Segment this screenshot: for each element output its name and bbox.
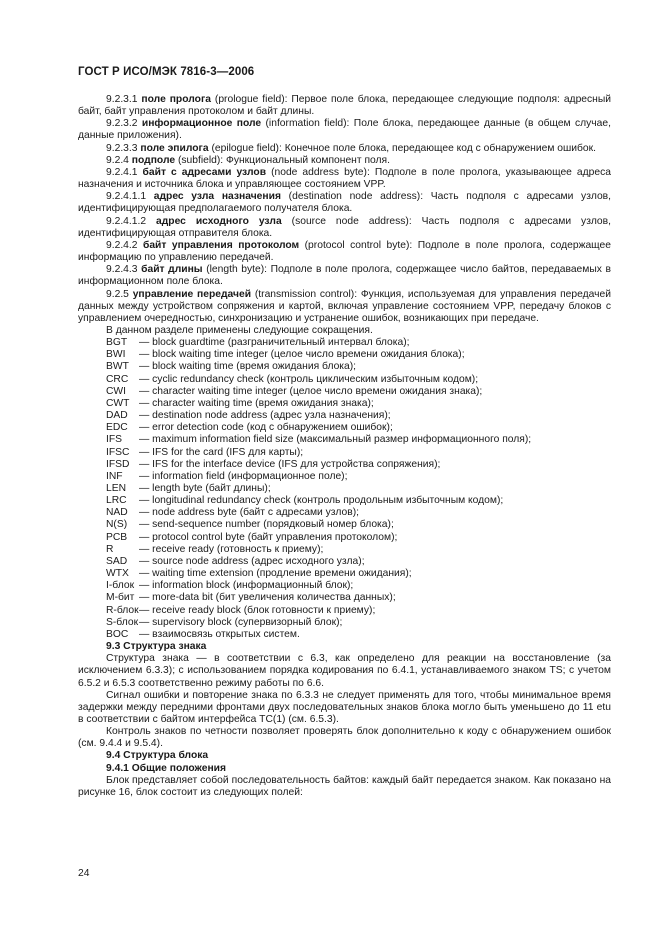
abbreviation-definition: — length byte (байт длины); <box>139 483 271 494</box>
page-body <box>78 94 611 799</box>
definition-text: (destination node address): Часть подполя с адресами узлов, идентифицирующая предполагаемого получателя блока. <box>78 191 611 215</box>
abbreviation-code: CRC <box>106 373 129 385</box>
abbreviation-row <box>106 568 611 580</box>
abbreviation-code: M-бит <box>106 592 135 604</box>
abbreviation-code: NAD <box>106 507 128 519</box>
definition-text: (length byte): Подполе в поле пролога, содержащее число байтов, передаваемых в информационном поле блока. <box>78 264 611 288</box>
abbreviation-row <box>106 532 611 544</box>
definition-term: управление передачей <box>132 288 252 300</box>
abbreviation-definition: — supervisory block (супервизорный блок); <box>139 616 343 628</box>
abbreviation-code: IFS <box>106 434 123 446</box>
definition-number: 9.2.3.3 <box>106 142 138 154</box>
definition-text: (transmission control): Функция, используемая для управления передачей данных между устройством сопряжения и картой, включая управление состоянием VPP, передачу блоков с управлением очередностью, синхронизацию и устранение ошибок, возникающих при передаче. <box>78 288 611 324</box>
abbreviation-row <box>106 617 611 629</box>
abbreviation-definition: — block guardtime (разграничительный интервал блока); <box>139 337 410 349</box>
definition-item <box>78 240 611 264</box>
definition-term: адрес узла назначения <box>153 191 281 203</box>
abbreviation-definition: — longitudinal redundancy check (контроль продольным избыточным кодом); <box>139 495 504 507</box>
definition-term: поле эпилога <box>140 142 209 154</box>
abbreviation-row <box>106 629 611 641</box>
abbreviation-row <box>106 471 611 483</box>
abbreviation-row <box>106 580 611 592</box>
abbreviation-definition: — maximum information field size (максимальный размер информационного поля); <box>139 434 532 446</box>
definition-text: (node address byte): Подполе в поле пролога, указывающее адреса назначения и источника блока и управляющее состоянием VPP. <box>78 166 611 191</box>
abbreviation-row <box>106 495 611 507</box>
abbreviation-code: BWI <box>106 349 126 361</box>
abbreviation-row <box>106 544 611 556</box>
definition-text: (subfield): Функциональный компонент поля. <box>175 154 390 166</box>
abbreviation-code: BGT <box>106 337 128 349</box>
abbreviation-definition: — receive ready block (блок готовности к приему); <box>139 604 376 616</box>
abbreviation-row <box>106 434 611 446</box>
abbreviation-row <box>106 507 611 519</box>
definition-number: 9.2.3.1 <box>106 94 138 105</box>
abbreviation-definition: — cyclic redundancy check (контроль циклическим избыточным кодом); <box>139 373 479 385</box>
abbreviation-definition: — character waiting time integer (целое число времени ожидания знака); <box>139 385 483 397</box>
abbreviation-row <box>106 447 611 459</box>
abbreviation-code: S-блок <box>106 616 139 628</box>
section-9-3-paragraph-2: Сигнал ошибки и повторение знака по 6.3.3 не следует применять для того, чтобы минимальное время задержки между передними фронтами двух последовательных знаков блока могло быть уменьшено до 11 etu в соответствии с байтом интерфейса TC(1) (см. 6.5.3). <box>78 689 611 725</box>
definition-item <box>78 118 611 142</box>
abbreviation-row <box>106 422 611 434</box>
abbreviation-definition: — взаимосвязь открытых систем. <box>139 628 300 640</box>
abbreviation-code: PCB <box>106 531 128 543</box>
abbreviation-code: I-блок <box>106 580 135 592</box>
abbreviation-definition: — IFS for the interface device (IFS для устройства сопряжения); <box>139 458 441 470</box>
abbreviation-row <box>106 337 611 349</box>
definitions-list <box>78 94 611 325</box>
abbreviation-definition: — protocol control byte (байт управления протоколом); <box>139 531 398 543</box>
definition-item <box>78 289 611 325</box>
definition-number: 9.2.3.2 <box>106 118 138 130</box>
definition-number: 9.2.4.1.1 <box>106 191 147 203</box>
abbreviation-definition: — information block (информационный блок); <box>139 580 354 592</box>
definition-text: (prologue field): Первое поле блока, передающее следующие подполя: адресный байт, байт управления протоколом и байт длины. <box>78 94 612 118</box>
section-9-3-paragraph-3: Контроль знаков по четности позволяет проверять блок дополнительно к коду с обнаружением ошибок (см. 9.4.4 и 9.5.4). <box>78 726 611 750</box>
abbreviation-definition: — waiting time extension (продление времени ожидания); <box>139 568 412 580</box>
definition-item <box>78 264 611 288</box>
definition-text: (information field): Поле блока, передающее данные (в общем случае, данные приложения). <box>78 118 611 142</box>
definition-number: 9.2.5 <box>106 288 129 300</box>
abbreviation-definition: — more-data bit (бит увеличения количества данных); <box>139 592 396 604</box>
abbreviations-list <box>78 337 611 641</box>
abbreviation-definition: — node address byte (байт с адресами узлов); <box>139 507 360 519</box>
definition-item <box>78 143 611 155</box>
abbreviation-code: IFSD <box>106 458 130 470</box>
abbreviation-code: EDC <box>106 422 128 434</box>
abbreviation-code: BOC <box>106 628 129 640</box>
abbreviation-row <box>106 519 611 531</box>
definition-term: байт с адресами узлов <box>142 166 267 178</box>
section-9-3-paragraph-1: Структура знака — в соответствии с 6.3, как определено для реакции на восстановление (за исключением 6.3.3); с использованием порядка кодирования по 6.4.1, устанавливаемого знаком TS; с учетом 6.5.2 и 6.5.3 соответственно режиму работы по 6.6. <box>78 653 611 689</box>
section-9-3-heading: 9.3 Структура знака <box>106 641 207 653</box>
abbreviation-row <box>106 398 611 410</box>
definition-item <box>78 155 611 167</box>
abbreviation-code: CWI <box>106 385 127 397</box>
abbreviation-code: LRC <box>106 495 127 507</box>
definition-term: байт длины <box>141 264 203 276</box>
abbreviation-definition: — block waiting time integer (целое число времени ожидания блока); <box>139 349 465 361</box>
definition-number: 9.2.4.1.2 <box>106 215 147 227</box>
definition-term: подполе <box>131 154 176 166</box>
abbreviation-code: CWT <box>106 397 130 409</box>
abbreviation-code: BWT <box>106 361 129 373</box>
abbreviation-definition: — error detection code (код с обнаружением ошибок); <box>139 422 393 434</box>
abbreviation-definition: — character waiting time (время ожидания знака); <box>139 397 374 409</box>
abbreviation-row <box>106 605 611 617</box>
abbreviation-code: INF <box>106 470 123 482</box>
definition-text: (protocol control byte): Подполе в поле пролога, содержащее информацию по управлению передачей. <box>78 239 611 264</box>
abbreviation-code: WTX <box>106 568 129 580</box>
abbreviation-code: R <box>106 543 114 555</box>
abbreviation-code: R-блок <box>106 604 139 616</box>
abbreviation-row <box>106 386 611 398</box>
definition-item <box>78 94 611 118</box>
document-header: ГОСТ Р ИСО/МЭК 7816-3—2006 <box>78 66 255 78</box>
abbreviation-row <box>106 592 611 604</box>
abbreviation-row <box>106 556 611 568</box>
abbreviation-definition: — receive ready (готовность к приему); <box>139 543 324 555</box>
abbreviation-definition: — block waiting time (время ожидания блока); <box>139 361 357 373</box>
abbreviation-row <box>106 374 611 386</box>
abbreviation-code: SAD <box>106 555 128 567</box>
abbreviation-code: IFSC <box>106 446 130 458</box>
definition-number: 9.2.4.1 <box>106 166 138 178</box>
definition-number: 9.2.4 <box>106 154 129 166</box>
definition-text: (epilogue field): Конечное поле блока, передающее код с обнаружением ошибок. <box>208 142 597 154</box>
abbreviation-definition: — destination node address (адрес узла назначения); <box>139 410 391 422</box>
abbreviations-intro: В данном разделе применены следующие сокращения. <box>106 324 373 336</box>
abbreviation-code: DAD <box>106 410 128 422</box>
definition-item <box>78 191 611 215</box>
abbreviation-row <box>106 483 611 495</box>
abbreviation-row <box>106 459 611 471</box>
abbreviation-row <box>106 349 611 361</box>
abbreviation-definition: — source node address (адрес исходного узла); <box>139 555 365 567</box>
definition-number: 9.2.4.3 <box>106 264 138 276</box>
abbreviation-definition: — information field (информационное поле); <box>139 470 348 482</box>
abbreviation-row <box>106 361 611 373</box>
definition-text: (source node address): Часть подполя с адресами узлов, идентифицирующая отправителя блока. <box>78 215 611 239</box>
definition-item <box>78 167 611 191</box>
abbreviation-code: N(S) <box>106 519 128 531</box>
definition-term: информационное поле <box>141 118 262 130</box>
definition-term: адрес исходного узла <box>156 215 282 227</box>
section-9-4-1-paragraph: Блок представляет собой последовательность байтов: каждый байт передается знаком. Как показано на рисунке 16, блок состоит из следующих полей: <box>78 774 611 798</box>
abbreviation-definition: — send-sequence number (порядковый номер блока); <box>139 519 394 531</box>
definition-term: байт управления протоколом <box>142 239 300 251</box>
abbreviation-code: LEN <box>106 483 127 494</box>
section-9-4-1-heading: 9.4.1 Общие положения <box>106 762 226 774</box>
abbreviation-definition: — IFS for the card (IFS для карты); <box>139 446 304 458</box>
definition-item <box>78 216 611 240</box>
section-9-4-heading: 9.4 Структура блока <box>106 750 209 762</box>
definition-term: поле пролога <box>141 94 211 105</box>
abbreviation-row <box>106 410 611 422</box>
definition-number: 9.2.4.2 <box>106 239 138 251</box>
page-number: 24 <box>78 868 90 879</box>
